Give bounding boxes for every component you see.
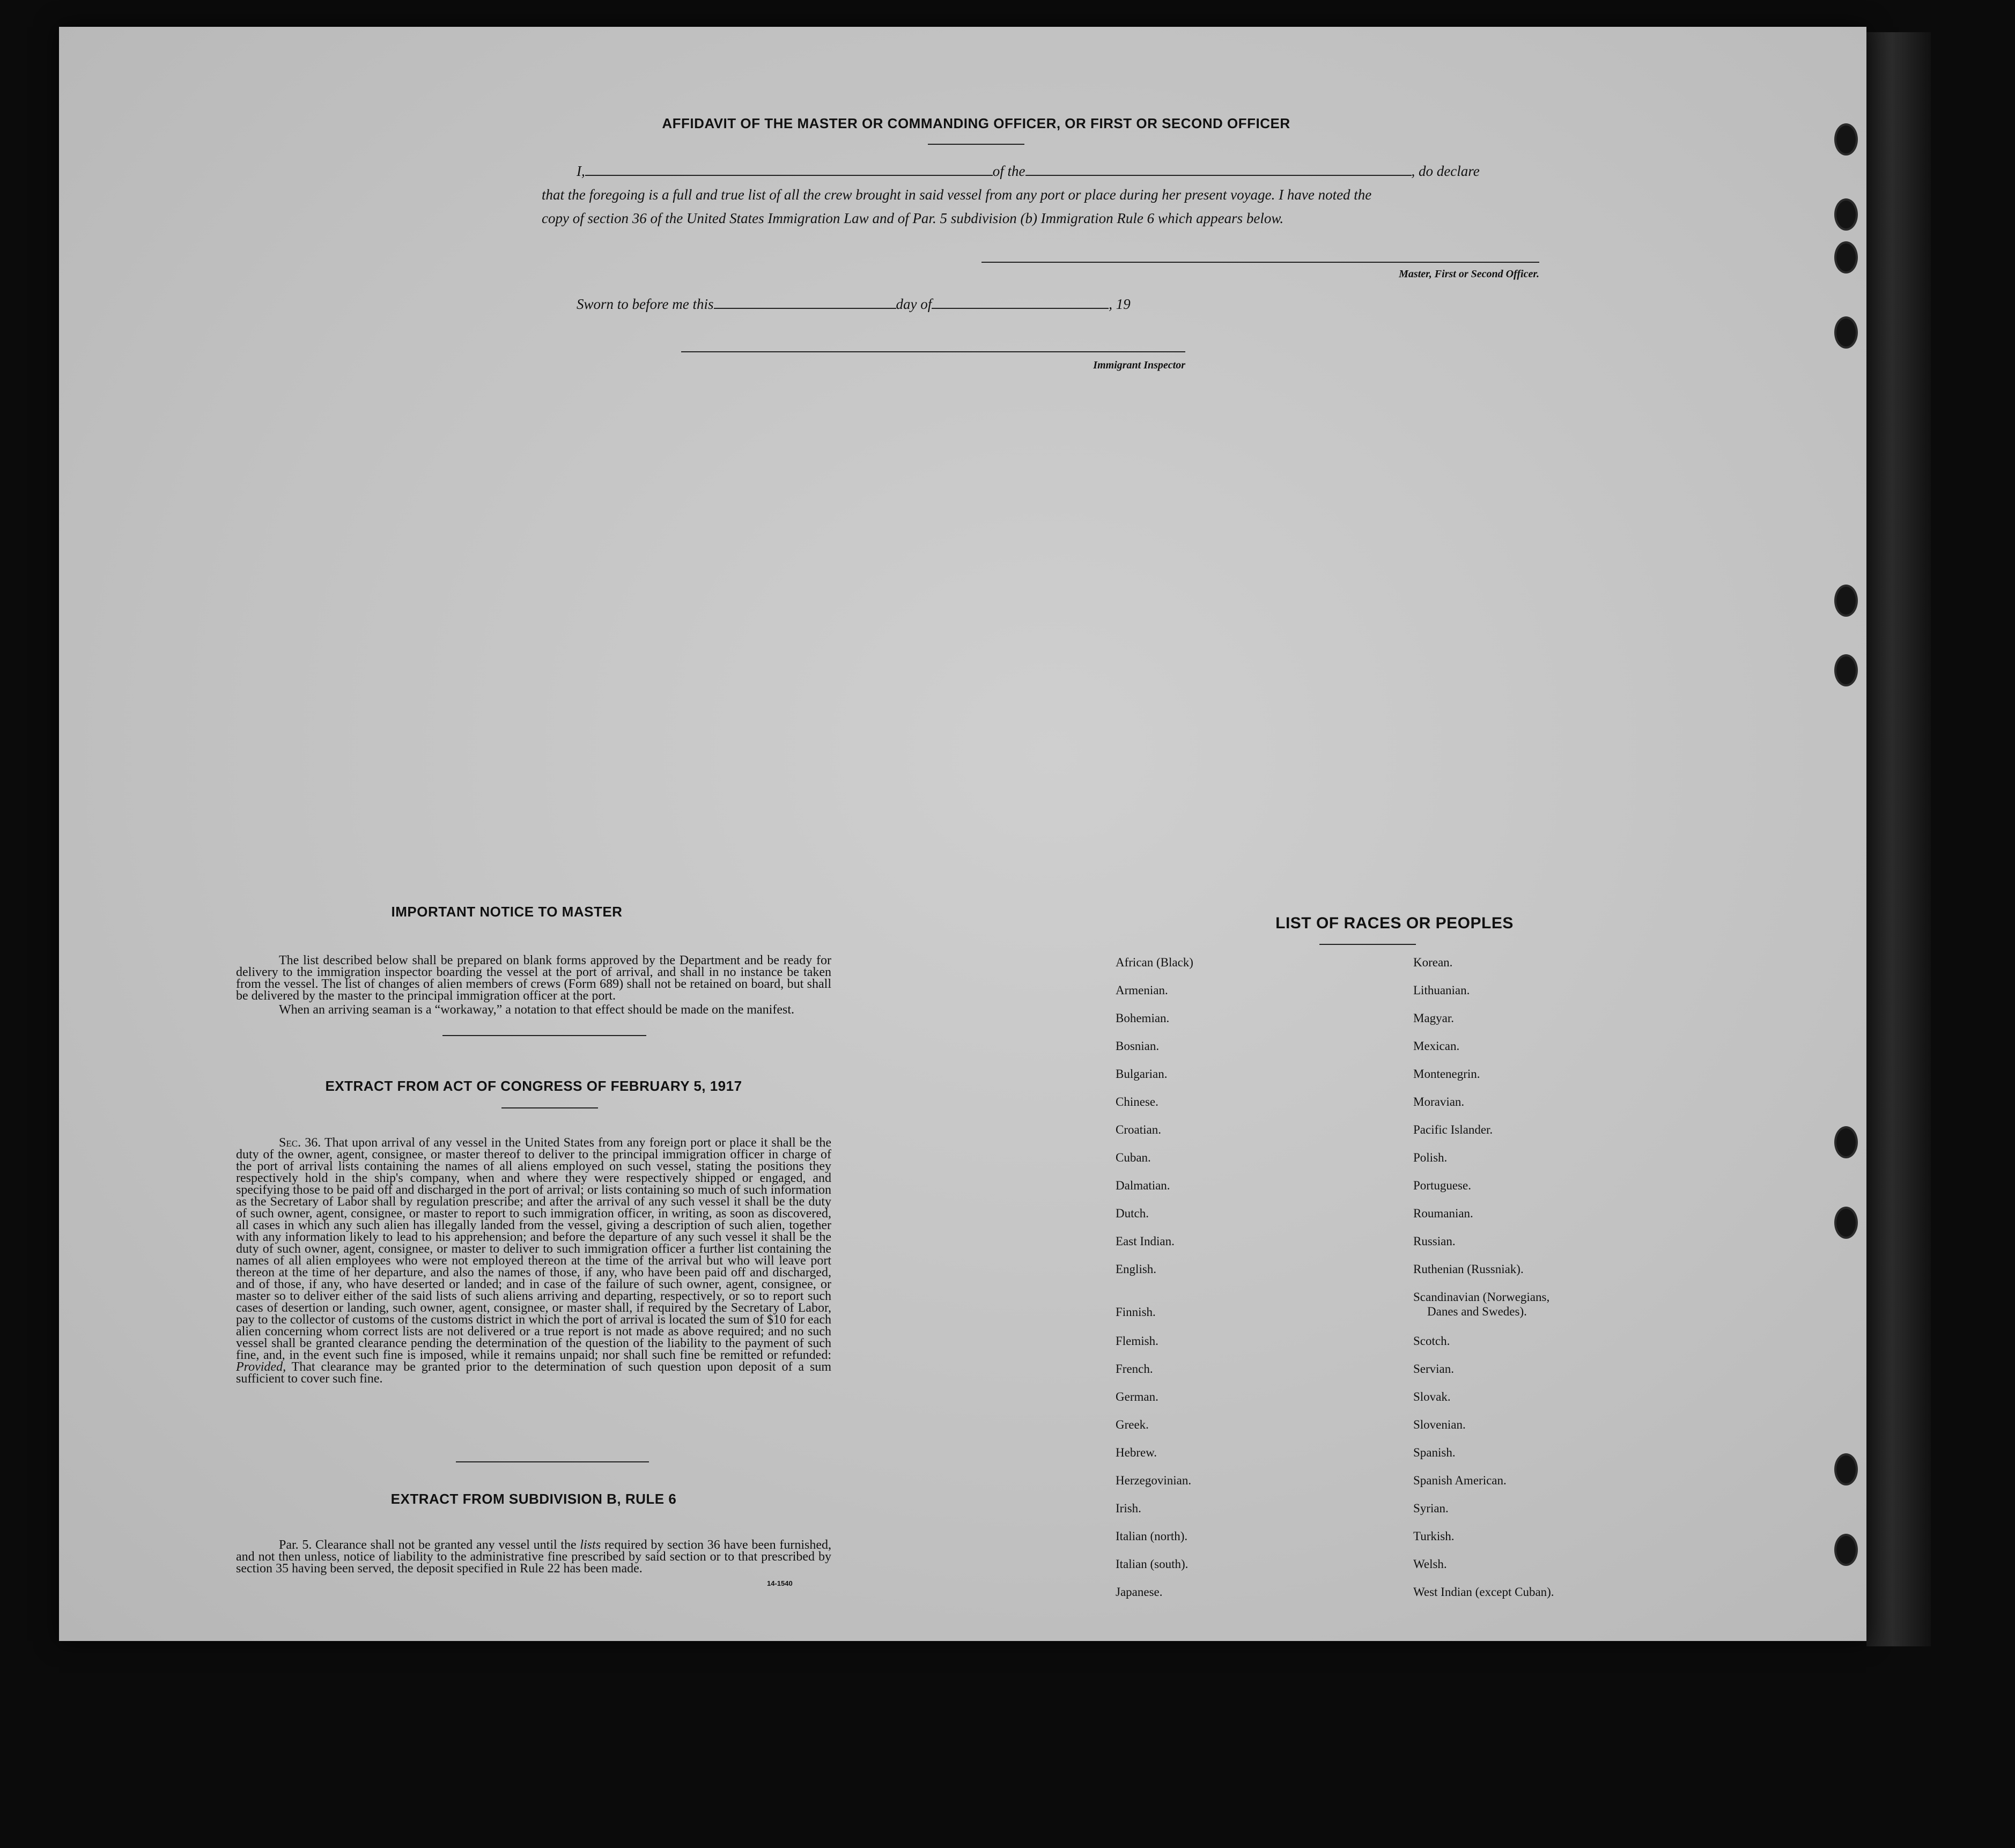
rule-6-text-b: required by section 36 have been furnished, and not then unless, notice of liability to the administrative fine prescribed by said section or to that prescribed by section 35 having been served, the deposit specified in Rule 22 has been made. (236, 1538, 831, 1576)
race-item: Spanish. (1413, 1446, 1456, 1459)
race-item: Irish. (1116, 1502, 1141, 1515)
race-item: Lithuanian. (1413, 984, 1470, 997)
race-item: Japanese. (1116, 1585, 1163, 1599)
race-item: Pacific Islander. (1413, 1123, 1493, 1136)
sworn-day-blank[interactable] (714, 294, 896, 309)
race-item: Herzegovinian. (1116, 1474, 1192, 1487)
race-item: Korean. (1413, 956, 1453, 969)
binder-hole (1834, 1126, 1858, 1158)
affidavit-title: AFFIDAVIT OF THE MASTER OR COMMANDING OFFICER, OR FIRST OR SECOND OFFICER (662, 115, 1290, 131)
binder-hole (1834, 241, 1858, 273)
race-item: French. (1116, 1362, 1153, 1376)
notice-title: IMPORTANT NOTICE TO MASTER (391, 904, 623, 920)
race-item: Magyar. (1413, 1011, 1455, 1025)
extract-rule-title: EXTRACT FROM SUBDIVISION B, RULE 6 (390, 1491, 677, 1507)
binder-hole (1834, 198, 1858, 231)
race-item: Polish. (1413, 1151, 1448, 1164)
declare-text: , do declare (1411, 163, 1480, 179)
binder-hole (1834, 654, 1858, 686)
race-item: Greek. (1116, 1418, 1149, 1431)
section-label: Sec. 36. (279, 1136, 321, 1150)
sworn-month-blank[interactable] (932, 294, 1109, 309)
race-item: Croatian. (1116, 1123, 1161, 1136)
binder-hole (1834, 1453, 1858, 1485)
section-36-body: That upon arrival of any vessel in the United States from any foreign port or place it shall be the duty of the owner, agent, consignee, or master thereof to deliver to the principal immigration officer in charge of the port of arrival lists containing the names of all aliens employed on such vessel, stating the positions they respectively hold in the ship's company, when and where they were respectively shipped or engaged, and specifying those to be paid off and discharged in the port of arrival; or lists containing so much of such information as the Secretary of Labor shall by regulation prescribe; and after the arrival of any such vessel it shall be the duty of such owner, agent, consignee, or master to report to such immigration officer, in writing, as soon as discovered, all cases in which any such alien has illegally landed from the vessel, giving a description of such alien, together with any information likely to lead to his apprehension; and before the departure of any such vessel it shall be the duty of such owner, agent, consignee, or master to deliver to such immigration officer a further list containing the names of all alien employees who were not employed thereon at the time of the arrival but who will leave port thereon at the time of her departure, and also the names of those, if any, who have been paid off and discharged, and of those, if any, who have deserted or landed; and in case of the failure of such owner, agent, consignee, or master so to deliver either of the said lists of such aliens arriving and departing, respectively, or so to report such cases of desertion or landing, such owner, agent, consignee, or master shall, if required by the Secretary of Labor, pay to the collector of customs of the customs district in which the port of arrival is located the sum of $10 for each alien concerning whom correct lists are not delivered or a true report is not made as above required; and no such vessel shall be granted clearance pending the determination of the question of the liability to the payment of such fine, and, in the event such fine is imposed, while it remains unpaid; nor shall such fine be remitted or refunded: (236, 1136, 831, 1362)
section-36-text (236, 1137, 831, 1385)
declarant-name-blank[interactable] (585, 161, 993, 176)
race-item: German. (1116, 1390, 1158, 1403)
vessel-name-blank[interactable] (1025, 161, 1412, 176)
affidavit-line-3: copy of section 36 of the United States Immigration Law and of Par. 5 subdivision (b) Immigration Rule 6 which appears below. (542, 210, 1284, 226)
sworn-prefix: Sworn to before me this (577, 296, 714, 312)
race-item: Chinese. (1116, 1095, 1158, 1108)
race-item: Montenegrin. (1413, 1067, 1480, 1081)
section-divider (1319, 944, 1416, 945)
binder-hole (1834, 1534, 1858, 1566)
form-number: 14-1540 (767, 1579, 793, 1587)
declarant-prefix: I, (577, 163, 585, 179)
inspector-signature-line[interactable] (681, 351, 1185, 352)
race-item: Italian (north). (1116, 1529, 1188, 1543)
races-title: LIST OF RACES OR PEOPLES (1275, 914, 1514, 932)
of-the-text: of the (992, 163, 1025, 179)
signature-line[interactable] (981, 262, 1539, 263)
binder-hole (1834, 123, 1858, 156)
title-divider (928, 144, 1024, 145)
sworn-line (520, 293, 1432, 315)
race-item: Syrian. (1413, 1502, 1449, 1515)
race-item: West Indian (except Cuban). (1413, 1585, 1554, 1599)
race-item: Italian (south). (1116, 1557, 1189, 1571)
notice-paragraph-2: When an arriving seaman is a “workaway,” a notation to that effect should be made on the manifest. (279, 1003, 794, 1017)
year-prefix: , 19 (1109, 296, 1131, 312)
race-item: Scandinavian (Norwegians, (1413, 1290, 1550, 1304)
race-item: Dutch. (1116, 1207, 1149, 1220)
document-page (59, 27, 1866, 1641)
race-item: African (Black) (1116, 956, 1193, 969)
rule-6-text-a: Par. 5. Clearance shall not be granted any vessel until the (279, 1538, 577, 1552)
inspector-label: Immigrant Inspector (1093, 359, 1185, 371)
binder-hole (1834, 585, 1858, 617)
affidavit-line-1 (520, 160, 1539, 182)
race-item: Moravian. (1413, 1095, 1465, 1108)
affidavit-line-2: that the foregoing is a full and true list of all the crew brought in said vessel from any port or place during her present voyage. I have noted the (542, 187, 1372, 203)
race-item: Turkish. (1413, 1529, 1455, 1543)
race-item: Hebrew. (1116, 1446, 1157, 1459)
race-item: Danes and Swedes). (1427, 1305, 1527, 1318)
extract-act-title: EXTRACT FROM ACT OF CONGRESS OF FEBRUARY 5, 1917 (325, 1078, 742, 1094)
race-item: Slovak. (1413, 1390, 1451, 1403)
race-item: Flemish. (1116, 1334, 1158, 1348)
binder-spine (1866, 32, 1931, 1646)
section-36-end: That clearance may be granted prior to the determination of such question upon deposit of a sum sufficient to cover such fine. (236, 1360, 831, 1386)
binder-hole (1834, 1207, 1858, 1239)
provided-word: Provided, (236, 1360, 286, 1374)
race-item: Roumanian. (1413, 1207, 1473, 1220)
rule-6-text (236, 1539, 831, 1575)
section-divider (456, 1461, 649, 1462)
section-divider (442, 1035, 646, 1036)
race-item: English. (1116, 1262, 1157, 1276)
race-item: Portuguese. (1413, 1179, 1471, 1192)
race-item: Finnish. (1116, 1305, 1156, 1319)
race-item: Servian. (1413, 1362, 1455, 1376)
race-item: Bohemian. (1116, 1011, 1170, 1025)
race-item: Armenian. (1116, 984, 1168, 997)
race-item: Spanish American. (1413, 1474, 1507, 1487)
race-item: Slovenian. (1413, 1418, 1466, 1431)
race-item: Dalmatian. (1116, 1179, 1170, 1192)
race-item: Ruthenian (Russniak). (1413, 1262, 1524, 1276)
notice-paragraph-1: The list described below shall be prepared on blank forms approved by the Department and be ready for delivery to the immigration inspector boarding the vessel at the port of arrival, and shall in no instance be taken from the vessel. The list of changes of alien members of crews (Form 689) shall not be retained on board, but shall be delivered by the master to the principal immigration officer at the port. (236, 953, 831, 1003)
race-item: Russian. (1413, 1235, 1456, 1248)
day-of-text: day of (896, 296, 932, 312)
signature-label: Master, First or Second Officer. (1399, 268, 1539, 280)
race-item: Mexican. (1413, 1039, 1460, 1053)
race-item: Cuban. (1116, 1151, 1151, 1164)
lists-word: lists (580, 1538, 601, 1552)
race-item: Bulgarian. (1116, 1067, 1168, 1081)
binder-hole (1834, 316, 1858, 349)
race-item: Welsh. (1413, 1557, 1447, 1571)
race-item: Scotch. (1413, 1334, 1450, 1348)
race-item: Bosnian. (1116, 1039, 1160, 1053)
section-divider (501, 1107, 598, 1108)
race-item: East Indian. (1116, 1235, 1175, 1248)
